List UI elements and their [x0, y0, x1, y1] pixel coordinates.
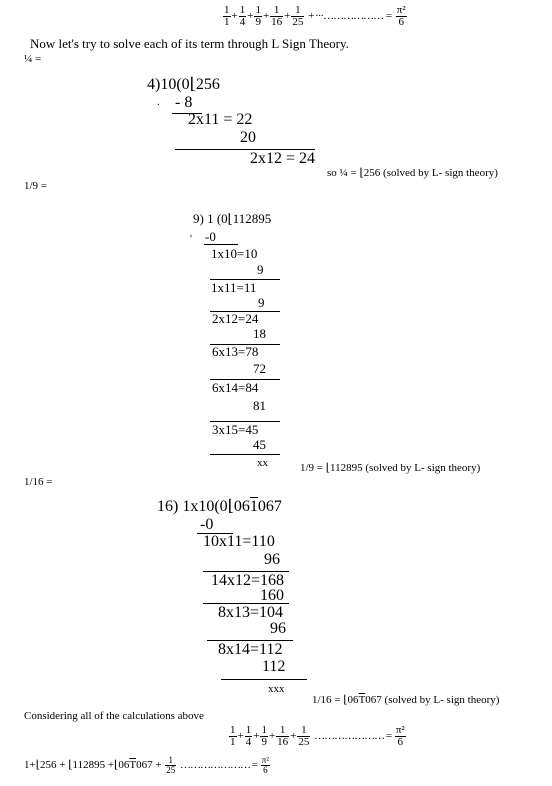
- div3-r4: 160: [260, 587, 284, 604]
- frac-1-1-b: $\frac{1}{1}$: [230, 724, 236, 748]
- frac-1-1: $\frac{1}{1}$: [224, 4, 230, 28]
- intro-text: Now let's try to solve each of its term through L Sign Theory.: [30, 36, 349, 51]
- div2-r6: 18: [253, 326, 266, 341]
- div2-r5: 2x12=24: [212, 311, 259, 326]
- frac-1-9-b: $\frac{1}{9}$: [261, 724, 267, 748]
- div2-r11: 3x15=45: [212, 422, 259, 437]
- div1-dot: .: [157, 96, 160, 108]
- div2-head: 9) 1 (0⌊112895: [193, 211, 272, 226]
- div2-r8: 72: [253, 361, 266, 376]
- equals-sign: =: [385, 10, 393, 23]
- div2-rule-6: [210, 454, 280, 455]
- frac-1-9: $\frac{1}{9}$: [255, 4, 261, 28]
- frac-1-25: $\frac{1}{25}$: [292, 4, 304, 28]
- quarter-label: ¼ =: [24, 53, 42, 65]
- div2-dot: ': [190, 233, 192, 245]
- div2-r2: 9: [257, 262, 264, 277]
- frac-1-25-b: $\frac{1}{25}$: [298, 724, 310, 748]
- frac-1-16: $\frac{1}{16}$: [271, 4, 283, 28]
- div1-l3: 20: [240, 129, 256, 146]
- div3-r6: 96: [270, 620, 286, 637]
- div2-r9: 6x14=84: [212, 380, 259, 395]
- series-bottom-tail: ………………… =: [314, 730, 392, 743]
- series-bottom: $\frac{1}{1}$ + $\frac{1}{4}$ + $\frac{1}{9}$ + $\frac{1}{16}$ + $\frac{1}{25}$ ………………… = $\frac{\text{π²}}{6}$: [230, 724, 405, 748]
- div2-r10: 81: [253, 398, 266, 413]
- div3-r5: 8x13=104: [218, 604, 284, 621]
- div3-r9: xxx: [268, 683, 285, 695]
- div1-head: 4)10(0⌊256: [147, 76, 220, 93]
- frac-pi-sq-6: $\frac{\text{π²}}{6}$: [396, 4, 406, 28]
- div2-note: 1/9 = ⌊112895 (solved by L- sign theory): [300, 462, 481, 474]
- div2-r3: 1x11=11: [211, 280, 257, 295]
- div3-rule-4: [221, 679, 307, 680]
- div2-r1: 1x10=10: [211, 246, 258, 261]
- frac-1-25-final: $\frac{1}{25}$: [166, 755, 176, 775]
- frac-1-16-b: $\frac{1}{16}$: [277, 724, 289, 748]
- frac-pi-sq-6-final: $\frac{\text{π²}}{6}$: [261, 755, 269, 775]
- div2-r0: -0: [205, 229, 216, 244]
- sixteenth-label: 1/16 =: [24, 476, 53, 488]
- final-line: 1+⌊256 + ⌊112895 $+⌊06\overline{T}067$ + $\frac{1}{25}$ ………………… = $\frac{\text{π²}}{6}$: [24, 755, 269, 775]
- div1-l4: 2x12 = 24: [250, 150, 316, 167]
- div1-l1: - 8: [175, 94, 193, 111]
- frac-1-4-b: $\frac{1}{4}$: [245, 724, 252, 748]
- series-tail: + ···………………: [308, 10, 384, 23]
- div2-r13: xx: [257, 457, 268, 469]
- div3-r3: 14x12=168: [211, 572, 285, 589]
- frac-pi-sq-6-b: $\frac{\text{π²}}{6}$: [395, 724, 405, 748]
- div2-r7: 6x13=78: [212, 344, 259, 359]
- div3-r7: 8x14=112: [218, 641, 283, 658]
- div2-r4: 9: [258, 295, 265, 310]
- div1-note: so ¼ = ⌊256 (solved by L- sign theory): [327, 167, 498, 179]
- frac-1-4: $\frac{1}{4}$: [239, 4, 246, 28]
- div3-r8: 112: [262, 658, 286, 675]
- div2-r12: 45: [253, 437, 266, 452]
- series-top: $\frac{1}{1}$ + $\frac{1}{4}$ + $\frac{1}{9}$ + $\frac{1}{16}$ + $\frac{1}{25}$ + ···……………… = $\frac{\text{π²}}{6}$: [224, 4, 406, 28]
- div1-l2: 2x11 = 22: [188, 111, 253, 128]
- div3-r2: 96: [264, 551, 280, 568]
- div3-r1: 10x11=110: [203, 533, 275, 550]
- div3-r0: -0: [200, 516, 214, 533]
- div3-head: 16) 1x10(0⌊061067: [157, 498, 282, 515]
- div2-rule-0: [204, 244, 238, 245]
- ninth-label: 1/9 =: [24, 180, 48, 192]
- div3-note: $1/16 = ⌊06\overline{T}067$ (solved by L- sign theory): [312, 694, 500, 706]
- considering-text: Considering all of the calculations above: [24, 710, 204, 722]
